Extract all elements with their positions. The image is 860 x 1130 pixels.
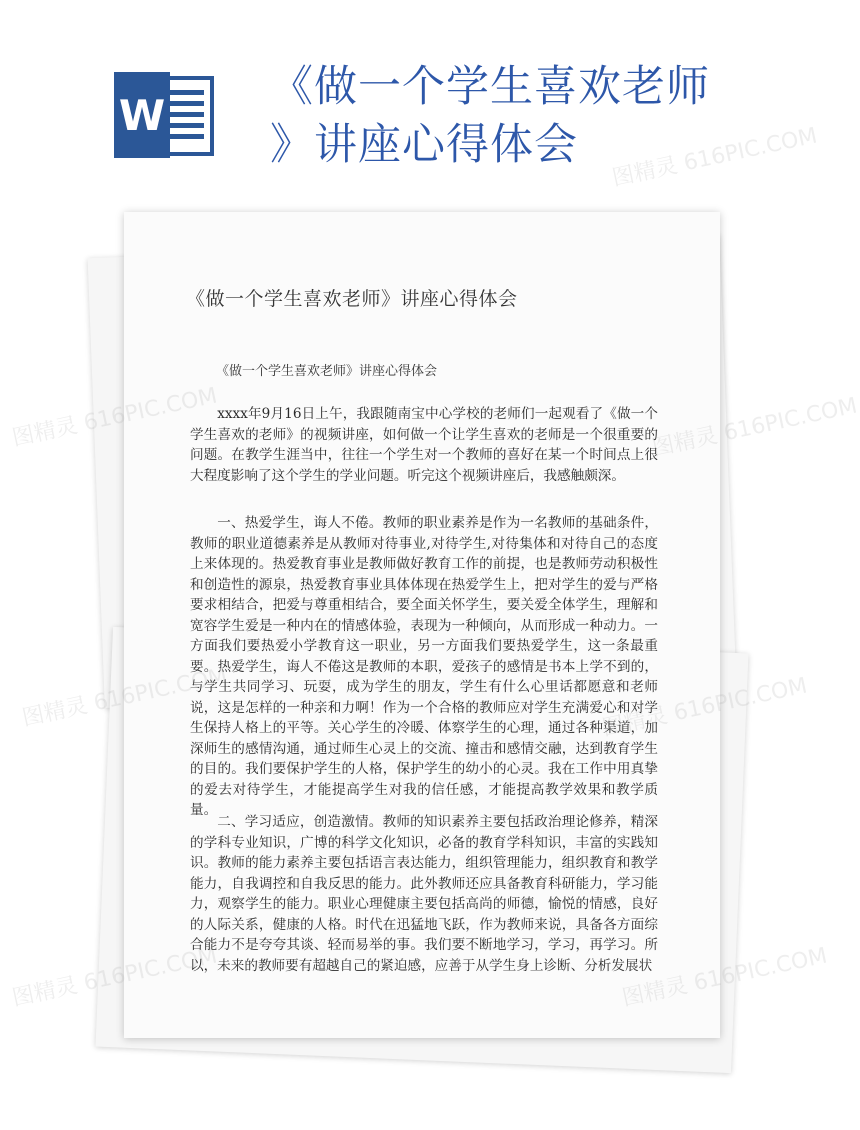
watermark: 616PIC.COM: [691, 943, 830, 997]
document-subtitle: 《做一个学生喜欢老师》讲座心得体会: [216, 364, 438, 379]
watermark: 图精灵: [10, 973, 80, 1012]
watermark: 图精灵: [20, 693, 90, 732]
watermark: 图精灵 616PIC.COM: [610, 123, 820, 192]
svg-text:W: W: [118, 91, 166, 140]
document-page: [124, 212, 720, 1038]
page-title-line-1: 《做一个学生喜欢老师: [270, 62, 710, 112]
page-title-line-2: 》讲座心得体会: [270, 120, 578, 170]
watermark: 图精灵 616PIC.COM: [650, 393, 860, 462]
paragraph-section-1: 一、热爱学生，诲人不倦。教师的职业素养是作为一名教师的基础条件，教师的职业道德素养是从教师对待事业,对待学生,对待集体和对待自己的态度上来体现的。热爱教育事业是教师做好教育工作的前提，也是教师劳动积极性和创造性的源泉，热爱教育事业具体体现在热爱学生上，把对学生的爱与严格要求相结合，把爱与尊重相结合，要全面关怀学生，要关爱全体学生，理解和宽容学生爱是一种内在的情感体验，表现为一种倾向，从而形成一种动力。一方面我们要热爱小学教育这一职业，另一方面我们要热爱学生，这一条最重要。热爱学生，诲人不倦这是教师的本职，爱孩子的感情是书本上学不到的，与学生共同学习、玩耍，成为学生的朋友，学生有什么心里话都愿意和老师说，这是怎样的一种亲和力啊！作为一个合格的教师应对学生充满爱心和对学生保持人格上的平等。关心学生的冷暖、体察学生的心理，通过各种渠道，加深师生的感情沟通，通过师生心灵上的交流、撞击和感情交融，达到教育学生的目的。我们要保护学生的人格，保护学生的幼小的心灵。我在工作中用真挚的爱去对待学生，才能提高学生对我的信任感，才能提高教学效果和教学质量。: [190, 515, 658, 818]
word-document-icon: [112, 72, 216, 158]
watermark: 图精灵: [10, 413, 80, 452]
paragraph-intro: xxxx年9月16日上午，我跟随南宝中心学校的老师们一起观看了《做一个学生喜欢的老师》的视频讲座，如何做一个让学生喜欢的老师是一个很重要的问题。在教学生涯当中，往往一个学生对一个教师的喜好在某一个时间点上很大程度影响了这个学生的学业问题。听完这个视频讲座后，我感触颇深。: [190, 406, 658, 484]
document-title: 《做一个学生喜欢老师》讲座心得体会: [186, 288, 518, 310]
page-title: [270, 58, 770, 174]
paragraph-section-2: 二、学习适应，创造激情。教师的知识素养主要包括政治理论修养，精深的学科专业知识，广博的科学文化知识，必备的教育学科知识，丰富的实践知识。教师的能力素养主要包括语言表达能力，组织管理能力，组织教育和教学能力，自我调控和自我反思的能力。此外教师还应具备教育科研能力，学习能力，观察学生的能力。职业心理健康主要包括高尚的师德，愉悦的情感，良好的人际关系，健康的人格。时代在迅猛地飞跃，作为教师来说，具备各方面综合能力不是夸夸其谈、轻而易举的事。我们要不断地学习，学习，再学习。所以，未来的教师要有超越自己的紧迫感，应善于从学生身上诊断、分析发展状: [190, 814, 658, 974]
